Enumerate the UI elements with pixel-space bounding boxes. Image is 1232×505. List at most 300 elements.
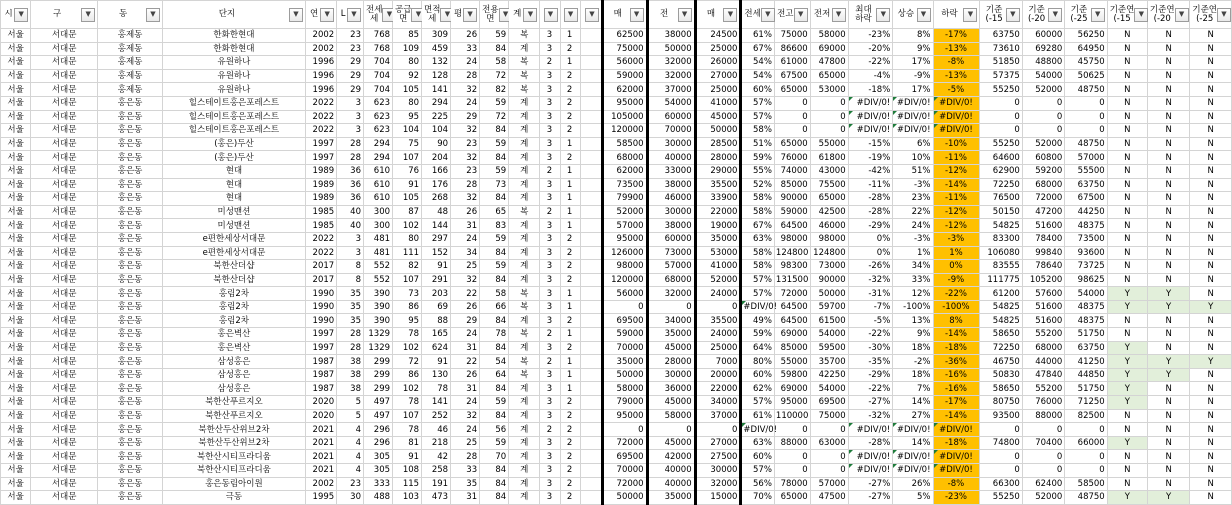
table-cell[interactable]: 2 [560,124,580,138]
table-cell[interactable]: 60000 [1022,29,1064,43]
table-cell[interactable]: 서대문 [31,151,98,165]
table-cell[interactable]: 34 [451,246,480,260]
table-cell[interactable]: #DIV/0! [893,110,933,124]
table-cell[interactable]: 82 [480,83,509,97]
table-cell[interactable]: 서울 [1,355,31,369]
table-cell[interactable]: 2021 [305,464,336,478]
table-cell[interactable]: 78 [393,328,422,342]
table-cell[interactable]: 115 [393,477,422,491]
table-cell[interactable]: -23% [848,29,893,43]
filter-dropdown-icon[interactable]: ▼ [1006,8,1020,22]
column-header[interactable] [480,1,509,29]
table-cell[interactable]: 55% [741,164,775,178]
table-cell[interactable]: 3 [540,477,560,491]
table-cell[interactable]: 서울 [1,151,31,165]
table-cell[interactable]: 홍림2차 [162,287,305,301]
table-cell[interactable]: 35 [337,314,364,328]
table-cell[interactable]: 6% [893,137,933,151]
table-cell[interactable]: 107 [393,151,422,165]
table-cell[interactable]: 33 [451,42,480,56]
table-cell[interactable]: 58 [480,287,509,301]
table-cell[interactable]: 130 [422,368,451,382]
table-cell[interactable]: 1987 [305,382,336,396]
table-cell[interactable]: 64500 [774,314,810,328]
table-cell[interactable]: 서대문 [31,124,98,138]
table-cell[interactable]: 0% [848,246,893,260]
table-cell[interactable]: 서대문 [31,287,98,301]
table-cell[interactable]: -22% [848,382,893,396]
filter-dropdown-icon[interactable]: ▼ [1048,8,1062,22]
table-cell[interactable]: 홍은동 [98,232,163,246]
table-cell[interactable]: -16% [933,382,980,396]
table-cell[interactable]: 30000 [647,137,695,151]
table-cell[interactable]: 32 [451,124,480,138]
table-cell[interactable]: 57% [741,464,775,478]
table-cell[interactable]: 473 [422,491,451,505]
table-cell[interactable]: #DIV/0! [893,464,933,478]
table-cell[interactable]: 3 [540,110,560,124]
table-cell[interactable]: 25000 [695,42,741,56]
table-cell[interactable]: N [1190,69,1232,83]
table-cell[interactable]: 2017 [305,273,336,287]
filter-dropdown-icon[interactable]: ▼ [463,8,477,22]
table-cell[interactable]: -11% [933,151,980,165]
table-cell[interactable]: 300 [363,205,392,219]
table-cell[interactable]: 52000 [1022,491,1064,505]
table-cell[interactable]: N [1190,464,1232,478]
table-cell[interactable]: 홍은동 [98,314,163,328]
filter-dropdown-icon[interactable]: ▼ [81,8,95,22]
table-cell[interactable]: 0 [1022,124,1064,138]
table-cell[interactable]: N [1147,423,1189,437]
table-cell[interactable]: 2 [560,232,580,246]
table-cell[interactable]: N [1107,409,1147,423]
table-cell[interactable]: N [1107,192,1147,206]
table-cell[interactable]: 0 [810,464,848,478]
table-cell[interactable]: N [1147,56,1189,70]
table-cell[interactable]: 47200 [1022,205,1064,219]
table-cell[interactable]: 45750 [1065,56,1107,70]
table-cell[interactable]: 70 [480,450,509,464]
table-cell[interactable]: 2 [560,450,580,464]
table-cell[interactable]: 1 [560,192,580,206]
table-cell[interactable]: 57000 [647,260,695,274]
table-cell[interactable]: 203 [422,287,451,301]
table-cell[interactable]: 홍은동 [98,450,163,464]
table-cell[interactable]: 홍은동 [98,110,163,124]
table-cell[interactable]: 1 [560,56,580,70]
table-cell[interactable]: 38 [337,355,364,369]
table-cell[interactable]: #DIV/0! [933,96,980,110]
column-header[interactable] [741,1,775,29]
table-cell[interactable]: 84 [480,246,509,260]
table-cell[interactable]: 1989 [305,178,336,192]
table-cell[interactable]: 홍은동 [98,246,163,260]
table-cell[interactable]: 68000 [602,151,647,165]
table-cell[interactable]: 610 [363,178,392,192]
table-cell[interactable]: 33% [893,273,933,287]
table-cell[interactable]: 66000 [1065,436,1107,450]
table-cell[interactable]: 9% [893,328,933,342]
table-cell[interactable]: 서울 [1,137,31,151]
table-cell[interactable]: 서울 [1,69,31,83]
table-cell[interactable]: N [1190,396,1232,410]
table-cell[interactable]: N [1147,42,1189,56]
table-cell[interactable]: 3 [540,260,560,274]
table-cell[interactable]: 141 [422,396,451,410]
table-cell[interactable]: 계 [509,382,540,396]
table-cell[interactable]: 47500 [810,491,848,505]
table-cell[interactable]: 610 [363,192,392,206]
table-cell[interactable]: 59 [480,260,509,274]
table-cell[interactable]: 37000 [695,409,741,423]
table-cell[interactable]: 54825 [980,300,1022,314]
table-cell[interactable]: 53000 [810,83,848,97]
table-cell[interactable]: 2022 [305,110,336,124]
table-cell[interactable]: 31 [451,341,480,355]
table-cell[interactable]: 28 [337,137,364,151]
table-cell[interactable]: 62000 [602,83,647,97]
table-cell[interactable]: 25 [451,436,480,450]
table-cell[interactable]: 0 [1022,423,1064,437]
table-cell[interactable]: 계 [509,137,540,151]
table-cell[interactable]: 서대문 [31,436,98,450]
table-cell[interactable]: 복 [509,29,540,43]
table-cell[interactable]: N [1147,29,1189,43]
table-cell[interactable]: 서대문 [31,341,98,355]
table-cell[interactable]: 59000 [602,69,647,83]
table-cell[interactable]: 61000 [774,56,810,70]
filter-dropdown-icon[interactable]: ▼ [544,8,558,22]
table-cell[interactable]: 62% [741,382,775,396]
table-cell[interactable]: 계 [509,246,540,260]
table-cell[interactable]: 25000 [695,341,741,355]
table-cell[interactable]: 홍은동 [98,368,163,382]
table-cell[interactable]: 30 [337,491,364,505]
table-cell[interactable]: N [1147,477,1189,491]
table-cell[interactable]: -13% [933,69,980,83]
table-cell[interactable]: 48750 [1065,491,1107,505]
filter-dropdown-icon[interactable]: ▼ [14,8,28,22]
table-cell[interactable]: 54000 [810,382,848,396]
table-cell[interactable]: 3 [337,232,364,246]
table-cell[interactable]: 3 [540,219,560,233]
table-cell[interactable]: 54000 [647,96,695,110]
table-cell[interactable]: Y [1107,436,1147,450]
table-cell[interactable]: N [1190,219,1232,233]
table-cell[interactable]: 55250 [980,83,1022,97]
table-cell[interactable]: 0 [647,423,695,437]
table-cell[interactable]: #DIV/0! [848,423,893,437]
table-cell[interactable]: 111 [393,246,422,260]
table-cell[interactable]: 서울 [1,232,31,246]
table-cell[interactable]: N [1107,232,1147,246]
table-cell[interactable]: 2022 [305,124,336,138]
table-cell[interactable]: -17% [933,396,980,410]
table-cell[interactable]: 3 [540,409,560,423]
table-cell[interactable]: N [1147,396,1189,410]
table-cell[interactable]: 서울 [1,260,31,274]
table-cell[interactable]: 34000 [647,314,695,328]
table-cell[interactable]: 서대문 [31,491,98,505]
table-cell[interactable]: 91 [393,178,422,192]
table-cell[interactable]: 58650 [980,328,1022,342]
table-cell[interactable]: 54825 [980,314,1022,328]
table-cell[interactable]: 98000 [774,232,810,246]
table-cell[interactable]: 57% [741,96,775,110]
table-cell[interactable]: 204 [422,151,451,165]
table-cell[interactable]: -27% [848,396,893,410]
table-cell[interactable]: 70% [741,491,775,505]
table-cell[interactable]: 51850 [980,56,1022,70]
table-cell[interactable] [580,273,602,287]
table-cell[interactable]: 98625 [1065,273,1107,287]
table-cell[interactable]: 0 [695,423,741,437]
table-cell[interactable]: 복 [509,287,540,301]
table-cell[interactable]: 57000 [810,477,848,491]
table-cell[interactable]: 서울 [1,464,31,478]
table-cell[interactable]: 홍은동 [98,382,163,396]
table-cell[interactable]: 서울 [1,382,31,396]
table-cell[interactable]: 50000 [602,368,647,382]
table-cell[interactable]: 62900 [980,164,1022,178]
table-cell[interactable]: 38 [337,368,364,382]
table-cell[interactable]: 1 [560,219,580,233]
table-cell[interactable]: 105200 [1022,273,1064,287]
table-cell[interactable]: #DIV/0! [933,124,980,138]
column-header[interactable] [305,1,336,29]
table-cell[interactable]: 2002 [305,477,336,491]
table-cell[interactable]: 85000 [774,178,810,192]
table-cell[interactable]: 70000 [602,341,647,355]
table-cell[interactable]: 홍은동 [98,477,163,491]
table-cell[interactable]: -20% [848,42,893,56]
table-cell[interactable]: -18% [933,436,980,450]
table-cell[interactable]: 51600 [1022,300,1064,314]
table-cell[interactable]: 61200 [980,287,1022,301]
table-cell[interactable]: 90 [422,137,451,151]
table-cell[interactable]: 3 [540,382,560,396]
table-cell[interactable]: 50150 [980,205,1022,219]
table-cell[interactable]: 291 [422,273,451,287]
table-cell[interactable]: 17% [893,56,933,70]
table-cell[interactable]: -28% [848,192,893,206]
table-cell[interactable]: 111775 [980,273,1022,287]
table-cell[interactable]: 32 [451,409,480,423]
table-cell[interactable]: 힐스테이트홍은포레스트 [162,110,305,124]
table-cell[interactable]: 124800 [810,246,848,260]
table-cell[interactable]: 서대문 [31,137,98,151]
table-cell[interactable]: 1985 [305,219,336,233]
table-cell[interactable]: 서울 [1,409,31,423]
table-cell[interactable]: 1985 [305,205,336,219]
table-cell[interactable]: 1997 [305,328,336,342]
table-cell[interactable]: 54000 [1065,287,1107,301]
table-cell[interactable]: 95 [393,314,422,328]
table-cell[interactable]: 1 [560,178,580,192]
table-cell[interactable]: 69000 [774,382,810,396]
table-cell[interactable] [580,477,602,491]
table-cell[interactable]: 계 [509,232,540,246]
table-cell[interactable]: 51600 [1022,314,1064,328]
table-cell[interactable]: 12% [893,287,933,301]
table-cell[interactable]: 65000 [774,83,810,97]
table-cell[interactable]: N [1190,368,1232,382]
table-cell[interactable]: N [1107,69,1147,83]
table-cell[interactable]: 258 [422,464,451,478]
table-cell[interactable]: 296 [363,436,392,450]
table-cell[interactable]: 서울 [1,314,31,328]
table-cell[interactable]: -7% [848,300,893,314]
table-cell[interactable]: N [1107,450,1147,464]
table-cell[interactable]: 홍은벽산 [162,341,305,355]
filter-dropdown-icon[interactable]: ▼ [761,8,775,22]
table-cell[interactable]: 홍제동 [98,29,163,43]
table-cell[interactable]: N [1190,205,1232,219]
table-cell[interactable]: 서울 [1,328,31,342]
column-header[interactable] [98,1,163,29]
table-cell[interactable] [580,124,602,138]
table-cell[interactable]: 104 [393,124,422,138]
table-cell[interactable]: 복 [509,328,540,342]
table-cell[interactable]: -18% [933,341,980,355]
table-cell[interactable]: 22 [451,287,480,301]
table-cell[interactable]: 0 [1065,464,1107,478]
table-cell[interactable]: 28 [337,328,364,342]
table-cell[interactable]: 390 [363,300,392,314]
table-cell[interactable]: 57% [741,110,775,124]
table-cell[interactable]: 84 [480,192,509,206]
table-cell[interactable]: -29% [848,219,893,233]
table-cell[interactable]: -11% [933,192,980,206]
table-cell[interactable]: N [1147,273,1189,287]
table-cell[interactable]: 서울 [1,491,31,505]
table-cell[interactable]: 홍제동 [98,69,163,83]
table-cell[interactable]: 60% [741,83,775,97]
table-cell[interactable]: 1996 [305,69,336,83]
table-cell[interactable]: 72000 [602,477,647,491]
table-cell[interactable] [580,29,602,43]
table-cell[interactable]: N [1147,246,1189,260]
column-header[interactable] [602,1,647,29]
table-cell[interactable]: 488 [363,491,392,505]
table-cell[interactable]: 252 [422,409,451,423]
table-cell[interactable]: N [1147,178,1189,192]
table-cell[interactable]: 0 [1065,423,1107,437]
table-cell[interactable]: 59700 [810,300,848,314]
table-cell[interactable]: 35000 [695,232,741,246]
table-cell[interactable]: 51600 [1022,219,1064,233]
table-cell[interactable]: 3 [540,232,560,246]
table-cell[interactable]: 59000 [602,328,647,342]
table-cell[interactable]: 299 [363,355,392,369]
table-cell[interactable]: 삼성홍은 [162,355,305,369]
table-cell[interactable]: -10% [933,137,980,151]
table-cell[interactable] [580,42,602,56]
table-cell[interactable]: 서울 [1,124,31,138]
table-cell[interactable]: 1 [560,137,580,151]
table-cell[interactable]: 54 [480,355,509,369]
table-cell[interactable] [580,368,602,382]
table-cell[interactable]: 서대문 [31,219,98,233]
table-cell[interactable]: 57375 [980,69,1022,83]
table-cell[interactable]: N [1190,409,1232,423]
table-cell[interactable]: 40 [337,219,364,233]
table-cell[interactable]: N [1190,192,1232,206]
column-header[interactable] [31,1,98,29]
table-cell[interactable]: 3 [540,124,560,138]
table-cell[interactable]: 40000 [647,464,695,478]
table-cell[interactable]: 64500 [774,300,810,314]
table-cell[interactable]: 계 [509,409,540,423]
table-cell[interactable]: 54000 [810,328,848,342]
table-cell[interactable]: 23 [451,164,480,178]
table-cell[interactable] [580,205,602,219]
table-cell[interactable]: 3 [540,137,560,151]
table-cell[interactable]: 15000 [695,491,741,505]
table-cell[interactable]: N [1190,124,1232,138]
table-cell[interactable]: 67500 [1065,192,1107,206]
table-cell[interactable]: 704 [363,69,392,83]
table-cell[interactable]: 서대문 [31,477,98,491]
table-cell[interactable]: 23 [337,477,364,491]
table-cell[interactable]: 복 [509,56,540,70]
table-cell[interactable]: 한화한현대 [162,29,305,43]
table-cell[interactable]: 64% [741,341,775,355]
table-cell[interactable]: N [1147,137,1189,151]
table-cell[interactable]: 47840 [1022,368,1064,382]
table-cell[interactable]: 14% [893,396,933,410]
table-cell[interactable]: 128 [422,69,451,83]
table-cell[interactable]: 35 [337,287,364,301]
table-cell[interactable]: 홍은동 [98,423,163,437]
table-cell[interactable]: 3 [540,368,560,382]
table-cell[interactable]: -3% [893,178,933,192]
table-cell[interactable]: 31 [451,219,480,233]
table-cell[interactable]: 59 [480,29,509,43]
table-cell[interactable]: 99840 [1022,246,1064,260]
column-header[interactable] [1190,1,1232,29]
table-cell[interactable]: 홍제동 [98,56,163,70]
table-cell[interactable]: 60800 [1022,151,1064,165]
table-cell[interactable]: 191 [422,477,451,491]
table-cell[interactable]: 72000 [1022,192,1064,206]
table-cell[interactable]: -19% [848,151,893,165]
table-cell[interactable]: 46000 [810,219,848,233]
table-cell[interactable]: 홍은동 [98,178,163,192]
table-cell[interactable]: 84 [480,151,509,165]
table-cell[interactable]: 51% [893,164,933,178]
table-cell[interactable]: 1 [560,29,580,43]
table-cell[interactable]: 93600 [1065,246,1107,260]
table-cell[interactable]: #DIV/0! [933,450,980,464]
table-cell[interactable]: 8 [337,260,364,274]
column-header[interactable] [810,1,848,29]
table-cell[interactable]: N [1107,29,1147,43]
table-cell[interactable] [580,69,602,83]
column-header[interactable] [1147,1,1189,29]
table-cell[interactable]: N [1190,477,1232,491]
table-cell[interactable]: 623 [363,110,392,124]
table-cell[interactable]: 105 [393,83,422,97]
table-cell[interactable]: 35 [451,477,480,491]
table-cell[interactable]: 67% [741,219,775,233]
table-cell[interactable]: 서대문 [31,328,98,342]
table-cell[interactable]: N [1147,164,1189,178]
table-cell[interactable]: N [1190,382,1232,396]
table-cell[interactable]: 38000 [647,29,695,43]
table-cell[interactable]: 5 [337,396,364,410]
